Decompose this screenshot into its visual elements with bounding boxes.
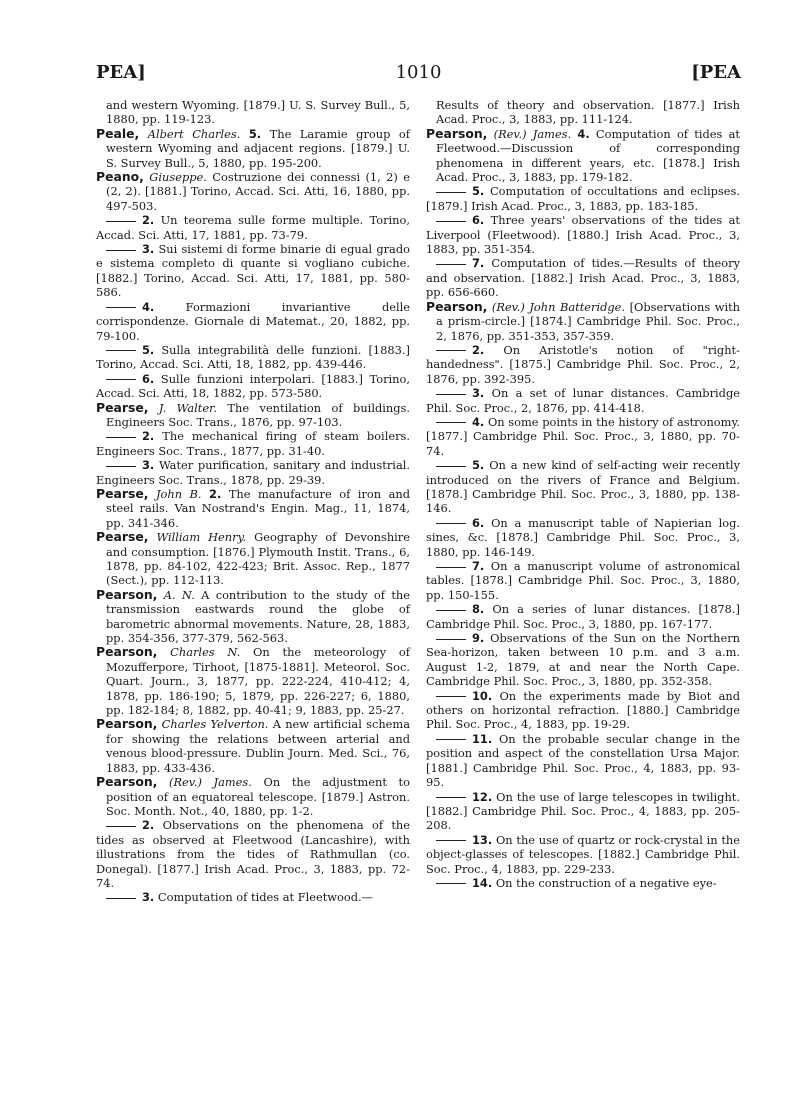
ditto-dash [436,192,466,193]
entry-text: Sulla integrabilità delle funzioni. [1883.] Torino, Accad. Sci. Atti, 18, 1882, pp. 439-446. [96,342,410,372]
entry-text: On a set of lunar distances. Cambridge Phil. Soc. Proc., 2, 1876, pp. 414-418. [426,386,740,415]
ditto-dash [436,696,466,697]
entry-text: On some points in the history of astronomy. [1877.] Cambridge Phil. Soc. Proc., 3, 1880, pp. 70-74. [426,414,740,458]
entry-text: Computation of occultations and eclipses. [1879.] Irish Acad. Proc., 3, 1883, pp. 183-185. [426,184,741,213]
entry-text: and western Wyoming. [1879.] U. S. Survey Bull., 5, 1880, pp. 119-123. [106,98,410,127]
ditto-dash [436,840,466,841]
author-surname: Pearson, [96,716,158,732]
header-left: PEA] [96,62,146,83]
entry-text: A new artificial schema for showing the relations between arterial and venous blood-pressure. Dublin Journ. Med. Sci., 76, 1883, pp. 433-436. [106,717,411,775]
entry-number: 9. [472,631,485,646]
author-surname: Pearson, [96,586,158,602]
entry-text: Computation of tides at Fleetwood.—Discussion of corresponding phenomena in different years, etc. [1878.] Irish Acad. Proc., 3, 1883, pp. 179-182. [436,126,740,185]
bibliography-entry [96,487,410,530]
author-given-name: (Rev.) James. [169,775,252,790]
entry-text: The mechanical firing of steam boilers. Engineers Soc. Trans., 1877, pp. 31-40. [96,429,410,458]
ditto-dash [436,422,466,423]
entry-text: Observations on the phenomena of the tides as observed at Fleetwood (Lancashire), with illustrations from the tides of Rathmullan (co. Donegal). [1877.] Irish Acad. Proc., 3, 1883, pp. 72-74. [96,818,410,890]
entry-number: 4. [142,299,155,314]
author-given-name: John B. [155,486,202,501]
ditto-dash [436,394,466,395]
entry-number: 8. [472,602,485,617]
bibliography-entry [96,401,410,430]
entry-text: A contribution to the study of the transmission eastwards round the globe of barometric abnormal movements. Nature, 28, 1883, pp. 354-356, 377-379, 562-563. [106,587,410,646]
author-given-name: J. Walter. [158,400,217,415]
entry-text: [Observations with a prism-circle.] [1874.] Cambridge Phil. Soc. Proc., 2, 1876, pp. 351-353, 357-359. [436,299,740,343]
bibliography-subentry [426,876,740,890]
ditto-dash [106,221,136,222]
bibliography-subentry [96,458,410,487]
entry-number: 3. [472,386,485,401]
entry-text: Sui sistemi di forme binarie di egual grado e sistema completo di quante si vogliano cubiche. [1882.] Torino, Accad. Sci. Atti, 17, 1881, pp. 580-586. [96,242,410,300]
entry-text: Observations of the Sun on the Northern Sea-horizon, taken between 10 p.m. and 3 a.m. August 1-2, 1879, at and near the North Cape. Cambridge Phil. Soc. Proc., 3, 1880, pp. 352-358. [426,631,740,689]
ditto-dash [436,221,466,222]
bibliography-subentry [426,559,740,602]
entry-number: 3. [142,458,155,473]
author-surname: Pearse, [96,529,149,545]
page-header [96,62,741,88]
entry-text: Three years' observations of the tides at Liverpool (Fleetwood). [1880.] Irish Acad. Proc., 3, 1883, pp. 351-354. [426,213,740,257]
entry-text: Costruzione dei connessi (1, 2) e (2, 2). [1881.] Torino, Accad. Sci. Atti, 16, 1880, pp. 497-503. [106,170,410,213]
bibliography-subentry [426,833,740,876]
entry-number: 13. [472,832,493,847]
bibliography-entry [96,717,410,775]
bibliography-subentry [96,372,410,401]
bibliography-entry [426,127,740,185]
entry-text: On the experiments made by Biot and others on horizontal refraction. [1880.] Cambridge Phil. Soc. Proc., 4, 1883, pp. 19-29. [426,688,741,732]
entry-text: Results of theory and observation. [1877.] Irish Acad. Proc., 3, 1883, pp. 111-124. [436,98,740,127]
entry-number: 2. [142,818,155,833]
bibliography-subentry [426,732,740,790]
entry-number: 5. [142,342,155,357]
entry-text: On the use of large telescopes in twilight. [1882.] Cambridge Phil. Soc. Proc., 4, 1883, pp. 205-208. [426,789,740,833]
entry-text: On the adjustment to position of an equatoreal telescope. [1879.] Astron. Soc. Month. Not., 40, 1880, pp. 1-2. [106,775,410,818]
entry-number: 4. [472,414,485,429]
entry-number: 5. [472,458,485,473]
author-surname: Pearson, [426,298,488,314]
author-given-name: William Henry. [156,530,247,545]
entry-number: 2. [142,429,155,444]
entry-text: On the use of quartz or rock-crystal in the object-glasses of telescopes. [1882.] Cambridge Phil. Soc. Proc., 4, 1883, pp. 229-233. [426,832,740,876]
ditto-dash [436,610,466,611]
bibliography-subentry [96,890,410,904]
entry-continuation [426,98,740,127]
ditto-dash [106,466,136,467]
ditto-dash [436,264,466,265]
entry-number: 6. [472,213,485,228]
entry-text: On a manuscript table of Napierian log. sines, &c. [1878.] Cambridge Phil. Soc. Proc., 3, 1880, pp. 146-149. [426,515,740,559]
author-surname: Peale, [96,125,140,141]
entry-number: 14. [472,875,493,890]
entry-number: 10. [472,688,493,703]
entry-text: Sulle funzioni interpolari. [1883.] Torino, Accad. Sci. Atti, 18, 1882, pp. 573-580. [96,371,410,401]
ditto-dash [436,466,466,467]
author-given-name: (Rev.) James. [493,126,572,141]
ditto-dash [106,250,136,251]
ditto-dash [106,350,136,351]
entry-number: 2. [142,213,155,228]
entry-number: 11. [472,731,493,746]
entry-number: 2. [209,486,222,501]
entry-number: 5. [472,184,485,199]
entry-text: Computation of tides.—Results of theory and observation. [1882.] Irish Acad. Proc., 3, 1883, pp. 656-660. [426,256,741,300]
entry-number: 3. [142,242,155,257]
author-surname: Pearse, [96,485,149,501]
bibliography-subentry [426,386,740,415]
entry-number: 12. [472,789,493,804]
entry-text: Water purification, sanitary and industrial. Engineers Soc. Trans., 1878, pp. 29-39. [96,458,410,487]
ditto-dash [436,567,466,568]
entry-text: On the meteorology of Mozufferpore, Tirhoot, [1875-1881]. Meteorol. Soc. Quart. Journ., 3, 1877, pp. 222-224, 410-412; 4, 1878, pp. 186-190; 5, 1879, pp. 226-227; 6, 1880, pp. 182-184; 8, 1882, pp. 40-41; 9, 1883, pp. 25-27. [106,645,410,718]
bibliography-subentry [96,429,410,458]
bibliography-subentry [426,602,740,631]
bibliography-subentry [426,256,740,299]
author-surname: Pearson, [96,774,158,790]
entry-text: Geography of Devonshire and consumption. [1876.] Plymouth Instit. Trans., 6, 1878, pp. 84-102, 422-423; Brit. Assoc. Rep., 1877 (Sect.), pp. 112-113. [106,530,410,588]
entry-text: On Aristotle's notion of "right-handedness". [1875.] Cambridge Phil. Soc. Proc., 2, 1876, pp. 392-395. [426,342,740,386]
bibliography-subentry [426,516,740,559]
author-given-name: Albert Charles. [147,126,241,141]
author-surname: Pearse, [96,399,149,415]
entry-text: On the construction of a negative eye- [495,875,717,890]
entry-number: 7. [472,559,485,573]
ditto-dash [436,797,466,798]
entry-number: 3. [142,890,155,905]
author-surname: Pearson, [426,125,488,141]
bibliography-entry [96,127,410,170]
bibliography-subentry [96,213,410,242]
entry-text: Computation of tides at Fleetwood.— [157,890,374,905]
bibliography-subentry [96,300,410,343]
bibliography-subentry [426,458,740,516]
entry-number: 7. [472,256,485,271]
bibliography-subentry [426,343,740,386]
bibliography-subentry [96,242,410,300]
bibliography-subentry [96,818,410,890]
bibliography-entry [426,300,740,343]
bibliography-subentry [426,631,740,689]
entry-text: The Laramie group of western Wyoming and adjacent regions. [1879.] U. S. Survey Bull., 5, 1880, pp. 195-200. [106,126,410,170]
ditto-dash [436,639,466,640]
entry-number: 2. [472,342,485,357]
entry-number: 4. [577,126,590,141]
bibliography-subentry [96,343,410,372]
ditto-dash [436,739,466,740]
author-surname: Pearson, [96,644,158,660]
ditto-dash [106,379,136,380]
ditto-dash [106,898,136,899]
ditto-dash [106,826,136,827]
entry-number: 6. [472,515,485,530]
ditto-dash [436,350,466,351]
entry-text: On a manuscript volume of astronomical tables. [1878.] Cambridge Phil. Soc. Proc., 3, 1880, pp. 150-155. [426,559,740,602]
entry-text: The manufacture of iron and steel rails. Van Nostrand's Engin. Mag., 11, 1874, pp. 341-346. [106,486,410,530]
left-column [96,98,410,905]
author-surname: Peano, [96,169,144,185]
ditto-dash [436,523,466,524]
author-given-name: Charles Yelverton. [161,717,269,732]
bibliography-subentry [426,790,740,833]
bibliography-subentry [426,213,740,256]
entry-text: Un teorema sulle forme multiple. Torino, Accad. Sci. Atti, 17, 1881, pp. 73-79. [96,213,410,242]
bibliography-entry [96,775,410,818]
right-column [426,98,740,890]
bibliography-entry [96,170,410,213]
header-right: [PEA [691,62,741,83]
author-given-name: Giuseppe. [149,170,207,185]
entry-text: On the probable secular change in the position and aspect of the constellation Ursa Major. [1881.] Cambridge Phil. Soc. Proc., 4, 1883, pp. 93-95. [426,731,740,790]
author-given-name: Charles N. [170,645,241,660]
bibliography-subentry [426,689,740,732]
entry-text: The ventilation of buildings. Engineers Soc. Trans., 1876, pp. 97-103. [106,400,410,429]
page-number: 1010 [395,62,442,83]
ditto-dash [106,307,136,308]
entry-number: 6. [142,371,155,386]
entry-text: On a series of lunar distances. [1878.] Cambridge Phil. Soc. Proc., 3, 1880, pp. 167-177. [426,602,740,631]
ditto-dash [106,437,136,438]
entry-continuation [96,98,410,127]
bibliography-subentry [426,415,740,458]
bibliography-subentry [426,184,740,213]
ditto-dash [436,883,466,884]
entry-number: 5. [248,126,262,141]
entry-text: Formazioni invariantive delle corrispondenze. Giornale di Matemat., 20, 1882, pp. 79-100. [96,299,410,343]
entry-text: On a new kind of self-acting weir recently introduced on the rivers of France and Belgium. [1878.] Cambridge Phil. Soc. Proc., 3, 1880, pp. 138-146. [426,458,741,516]
author-given-name: A. N. [163,587,195,602]
bibliography-entry [96,588,410,646]
author-given-name: (Rev.) John Batteridge. [491,299,626,314]
bibliography-entry [96,530,410,588]
bibliography-entry [96,645,410,717]
